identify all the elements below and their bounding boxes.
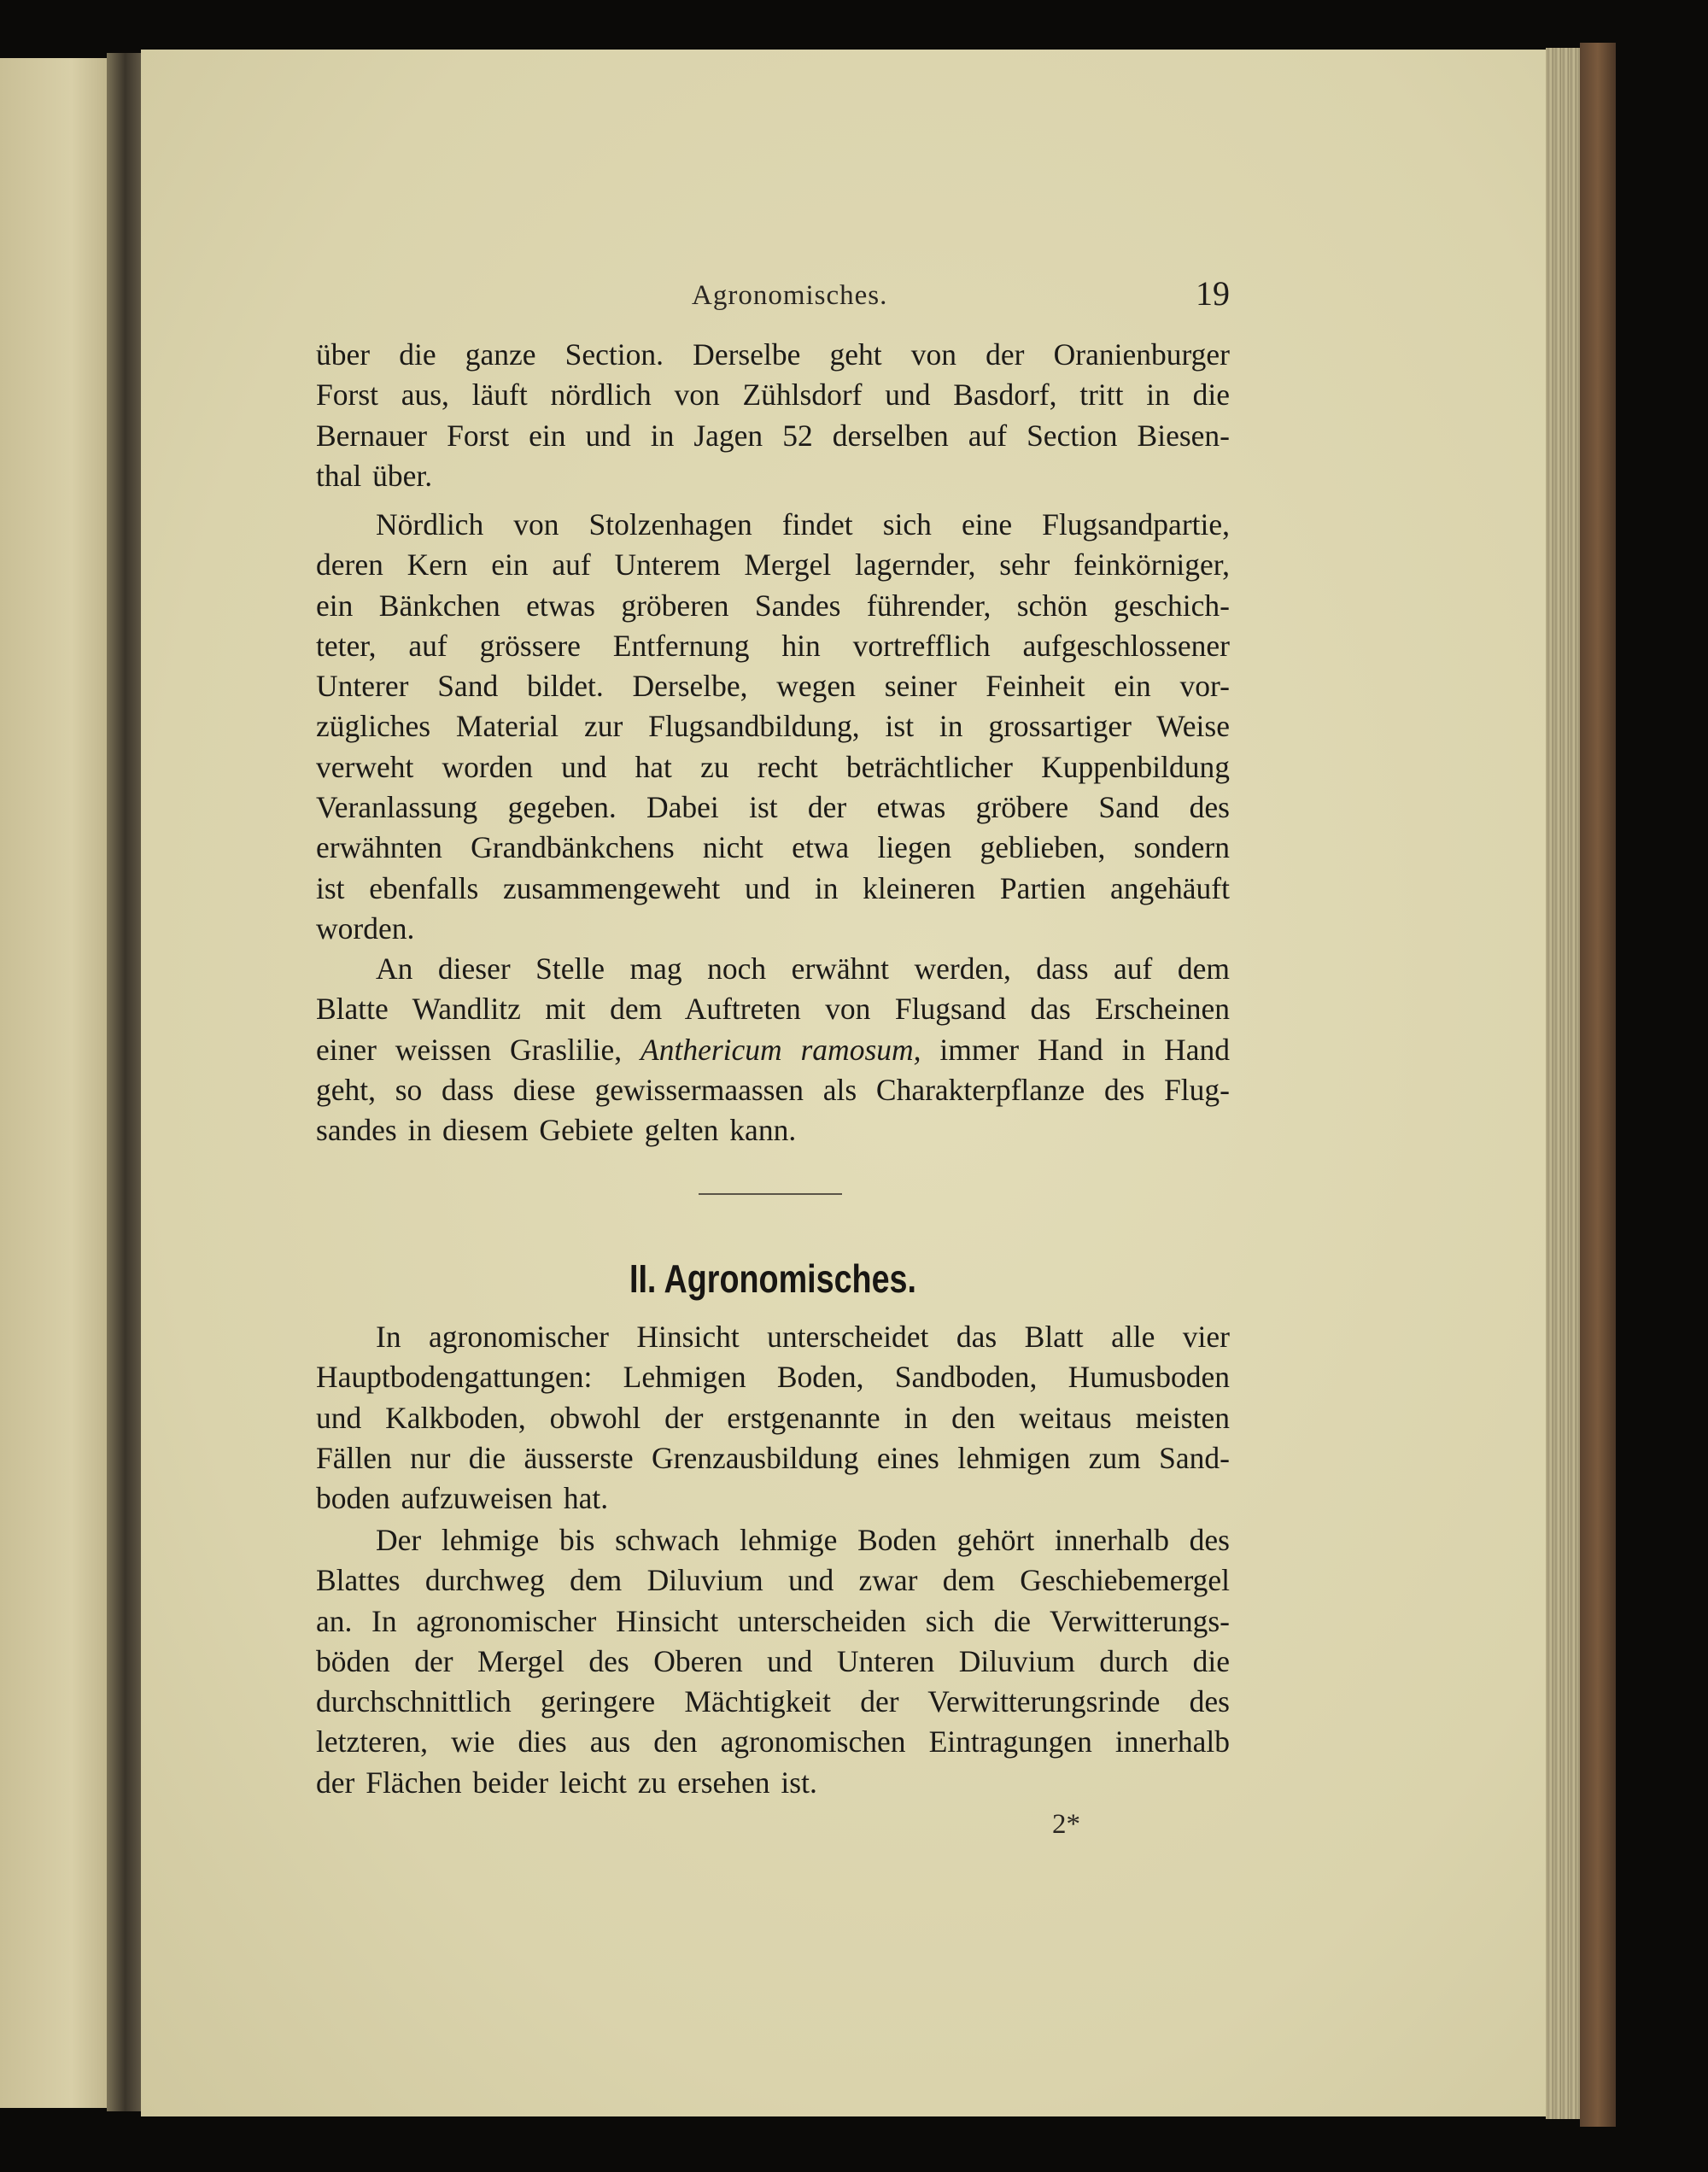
text-line: An dieser Stelle mag noch erwähnt werden, dass auf dem xyxy=(376,951,1230,986)
text-line: böden der Mergel des Oberen und Unteren Diluvium durch die xyxy=(316,1643,1230,1678)
paragraph-lehmiger-boden xyxy=(316,1520,1230,1803)
page-number: 19 xyxy=(1196,274,1230,313)
book-cover-edge xyxy=(1580,43,1616,2127)
text-line: ein Bänkchen etwas gröberen Sandes führender, schön geschich- xyxy=(316,588,1230,623)
text-line: an. In agronomischer Hinsicht unterscheiden sich die Verwitterungs- xyxy=(316,1603,1230,1638)
text-line: thal über. xyxy=(316,458,433,493)
text-line: durchschnittlich geringere Mächtigkeit der Verwitterungsrinde des xyxy=(316,1684,1230,1719)
text-line: Blatte Wandlitz mit dem Auftreten von Flugsand das Erscheinen xyxy=(316,992,1230,1027)
text-line: geht, so dass diese gewissermaassen als Charakterpflanze des Flug- xyxy=(316,1072,1230,1107)
signature-mark: 2* xyxy=(1052,1809,1080,1840)
text-line: über die ganze Section. Derselbe geht von der Oranienburger xyxy=(316,337,1230,372)
text-line: Forst aus, läuft nördlich von Zühlsdorf und Basdorf, tritt in die xyxy=(316,378,1230,413)
running-head-title: Agronomisches. xyxy=(692,280,888,311)
text-line: worden. xyxy=(316,910,415,945)
paragraph-bodengattungen xyxy=(316,1317,1230,1519)
paragraph-continuation xyxy=(316,335,1230,496)
text-line: teter, auf grössere Entfernung hin vortrefflich aufgeschlossener xyxy=(316,628,1230,663)
text-line: In agronomischer Hinsicht unterscheidet das Blatt alle vier xyxy=(376,1320,1230,1354)
text-line: zügliches Material zur Flugsandbildung, ist in grossartiger Weise xyxy=(316,709,1230,744)
text-line: ist ebenfalls zusammengeweht und in kleineren Partien angehäuft xyxy=(316,870,1230,905)
text-line: sandes in diesem Gebiete gelten kann. xyxy=(316,1113,797,1148)
paragraph-stolzenhagen xyxy=(316,505,1230,949)
text-line: Der lehmige bis schwach lehmige Boden gehört innerhalb des xyxy=(376,1523,1230,1557)
text-line: Veranlassung gegeben. Dabei ist der etwas gröbere Sand des xyxy=(316,790,1230,825)
text-line: Blattes durchweg dem Diluvium und zwar dem Geschiebemergel xyxy=(316,1563,1230,1598)
text-line: deren Kern ein auf Unterem Mergel lagernder, sehr feinkörniger, xyxy=(316,547,1230,583)
section-divider xyxy=(699,1193,842,1195)
text-line-with-italic xyxy=(316,1030,1230,1070)
text-line: Unterer Sand bildet. Derselbe, wegen seiner Feinheit ein vor- xyxy=(316,669,1230,704)
text-line: boden aufzuweisen hat. xyxy=(316,1481,609,1516)
text-line: Bernauer Forst ein und in Jagen 52 derselben auf Section Biesen- xyxy=(316,418,1230,453)
section-heading: II. Agronomisches. xyxy=(629,1256,917,1301)
paragraph-wandlitz xyxy=(316,949,1230,1150)
text-line: Nördlich von Stolzenhagen findet sich eine Flugsandpartie, xyxy=(376,507,1230,542)
text-line: erwähnten Grandbänkchens nicht etwa liegen geblieben, sondern xyxy=(316,830,1230,865)
text-line: Fällen nur die äusserste Grenzausbildung eines lehmigen zum Sand- xyxy=(316,1440,1230,1475)
text-line: der Flächen beider leicht zu ersehen ist. xyxy=(316,1765,817,1800)
running-head xyxy=(316,273,1230,316)
text-line: verweht worden und hat zu recht beträchtlicher Kuppenbildung xyxy=(316,749,1230,784)
text-line: Hauptbodengattungen: Lehmigen Boden, Sandboden, Humusboden xyxy=(316,1360,1230,1395)
text-fragment: einer weissen Graslilie, xyxy=(316,1032,641,1067)
species-name: Anthericum ramosum, xyxy=(640,1032,921,1067)
text-fragment: immer Hand in Hand xyxy=(921,1032,1230,1067)
text-line: und Kalkboden, obwohl der erstgenannte in den weitaus meisten xyxy=(316,1400,1230,1435)
left-page-edge xyxy=(0,58,120,2108)
text-line: letzteren, wie dies aus den agronomischen Eintragungen innerhalb xyxy=(316,1724,1230,1759)
